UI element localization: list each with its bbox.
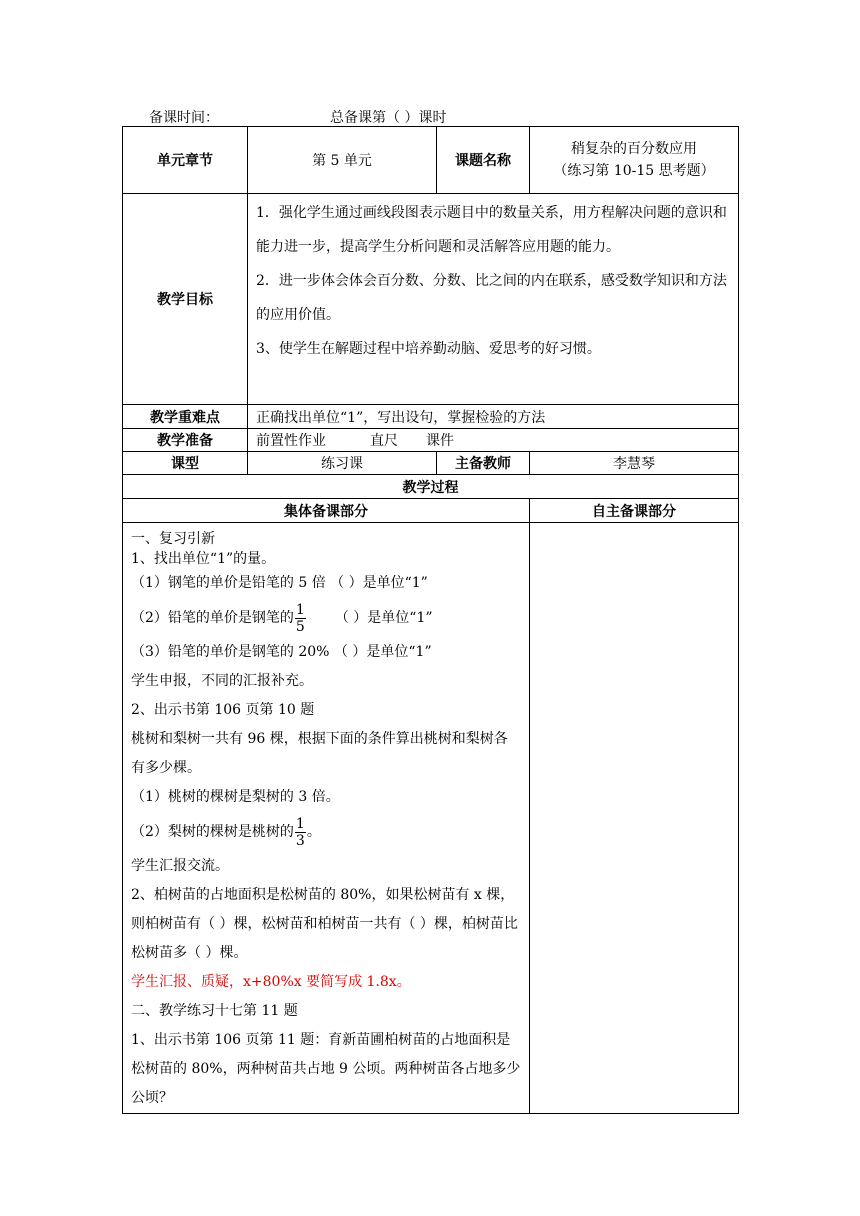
fraction-denominator: 5 bbox=[295, 618, 305, 635]
lesson-plan-table bbox=[122, 126, 739, 1114]
task-line: （1）桃树的棵树是梨树的 3 倍。 bbox=[131, 789, 340, 805]
fraction-numerator: 1 bbox=[295, 601, 305, 618]
task-line: 学生申报，不同的汇报补充。 bbox=[131, 673, 313, 689]
topic-subtitle: （练习第 10-15 思考题） bbox=[553, 163, 715, 179]
objective-item: 1．强化学生通过画线段图表示题目中的数量关系，用方程解决问题的意识和能力进一步，提高学生分析问题和灵活解答应用题的能力。 bbox=[256, 205, 727, 255]
fraction bbox=[295, 602, 306, 635]
prep-item: 课件 bbox=[426, 433, 454, 449]
teacher-value: 李慧琴 bbox=[530, 452, 739, 475]
process-title: 教学过程 bbox=[123, 475, 739, 499]
teacher-label: 主备教师 bbox=[437, 452, 530, 475]
objective-item: 3、使学生在解题过程中培养勤动脑、爱思考的好习惯。 bbox=[256, 341, 601, 357]
task-line: 桃树和梨树一共有 96 棵，根据下面的条件算出桃树和梨树各有多少棵。 bbox=[131, 731, 508, 776]
topic-value bbox=[530, 127, 739, 194]
task-line: 2、柏树苗的占地面积是松树苗的 80%，如果松树苗有 x 棵，则柏树苗有（ ）棵，松树苗和柏树苗一共有（ ）棵，柏树苗比松树苗多（ ）棵。 bbox=[131, 887, 518, 961]
task-line: （3）铅笔的单价是钢笔的 20% （ ）是单位“1” bbox=[131, 644, 432, 660]
objective-item: 2．进一步体会体会百分数、分数、比之间的内在联系，感受数学知识和方法的应用价值。 bbox=[256, 273, 727, 323]
type-value: 练习课 bbox=[248, 452, 437, 475]
prep-item: 前置性作业 bbox=[256, 433, 326, 449]
section-heading: 一、复习引新 bbox=[131, 531, 215, 547]
self-label: 自主备课部分 bbox=[530, 499, 739, 523]
task-text: （2）铅笔的单价是钢笔的 bbox=[131, 610, 294, 626]
task-line: 2、出示书第 106 页第 10 题 bbox=[131, 702, 315, 718]
task-line: 1、出示书第 106 页第 11 题：育新苗圃柏树苗的占地面积是松树苗的 80%，两种树苗共占地 9 公顷。两种树苗各占地多少公顷？ bbox=[131, 1032, 521, 1106]
task-line-fraction bbox=[131, 598, 521, 638]
collective-label: 集体备课部分 bbox=[123, 499, 530, 523]
task-line: 学生汇报交流。 bbox=[131, 858, 229, 874]
prep-value bbox=[248, 429, 739, 452]
unit-label: 单元章节 bbox=[123, 127, 248, 194]
type-label: 课型 bbox=[123, 452, 248, 475]
topic-title: 稍复杂的百分数应用 bbox=[571, 141, 697, 157]
section-heading: 二、教学练习十七第 11 题 bbox=[131, 1003, 298, 1019]
key-points-value: 正确找出单位“1”，写出设句，掌握检验的方法 bbox=[248, 405, 739, 429]
self-content bbox=[530, 523, 739, 1114]
task-text: 。 bbox=[306, 824, 321, 840]
prep-label: 教学准备 bbox=[123, 429, 248, 452]
fraction-denominator: 3 bbox=[295, 832, 305, 849]
fraction-numerator: 1 bbox=[295, 815, 305, 832]
fraction bbox=[295, 816, 306, 849]
prep-time-label: 备课时间： bbox=[149, 110, 219, 126]
task-text: （2）梨树的棵树是桃树的 bbox=[131, 824, 294, 840]
collective-content bbox=[123, 523, 530, 1114]
highlight-note: 学生汇报、质疑，x+80%x 要简写成 1.8x。 bbox=[131, 974, 411, 990]
task-line: 1、找出单位“1”的量。 bbox=[131, 551, 276, 567]
task-text: （ ）是单位“1” bbox=[334, 610, 433, 626]
objectives-label: 教学目标 bbox=[123, 194, 248, 405]
objectives-content bbox=[248, 194, 739, 405]
key-points-label: 教学重难点 bbox=[123, 405, 248, 429]
task-line: （1）钢笔的单价是铅笔的 5 倍 （ ）是单位“1” bbox=[131, 575, 428, 591]
topic-label: 课题名称 bbox=[437, 127, 530, 194]
unit-value: 第 5 单元 bbox=[248, 127, 437, 194]
total-lesson-label: 总备课第（ ）课时 bbox=[330, 110, 447, 126]
task-line-fraction bbox=[131, 812, 521, 852]
prep-item: 直尺 bbox=[370, 433, 398, 449]
